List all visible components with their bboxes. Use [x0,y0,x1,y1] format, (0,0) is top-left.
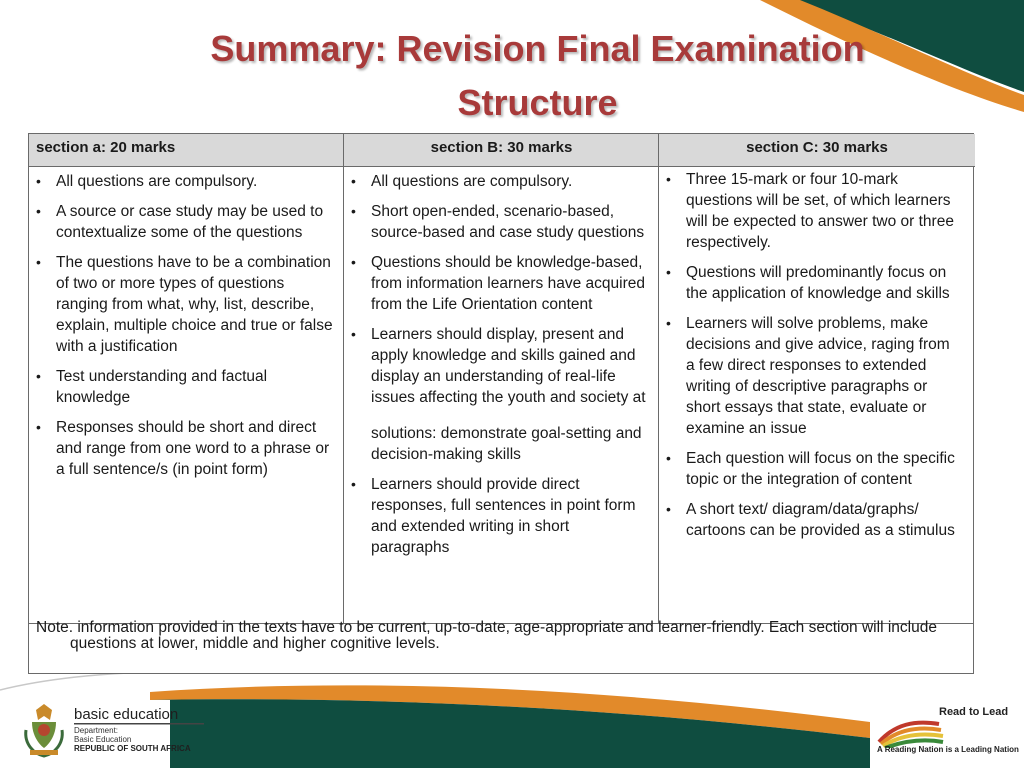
country-name: REPUBLIC OF SOUTH AFRICA [74,744,191,753]
open-book-icon [875,704,945,748]
header-section-b: section B: 30 marks [344,134,659,167]
read-to-lead-logo [875,700,1019,760]
title-line-2: Structure [457,82,618,123]
list-item: • Short open-ended, scenario-based, source-based and case study questions [344,201,648,243]
header-section-a: section a: 20 marks [29,134,344,167]
read-to-lead-title: Read to Lead [939,706,1009,718]
section-a-column [29,167,343,623]
section-b-column [344,167,658,623]
list-item: • Three 15-mark or four 10-mark questions will be set, of which learners will be expected to answer two or three respectively. [659,169,961,253]
dept-line-1: Department: [74,726,119,735]
list-item: • All questions are compulsory. [344,171,648,192]
list-item: • A source or case study may be used to contextualize some of the questions [29,201,333,243]
coat-of-arms-icon [22,700,66,758]
page-title [130,22,945,130]
list-item: • A short text/ diagram/data/graphs/ cartoons can be provided as a stimulus [659,499,961,541]
section-c-column [659,167,975,623]
list-item: • The questions have to be a combination of two or more types of questions ranging from what, why, list, describe, explain, multiple choice and true or false with a justification [29,252,333,357]
list-item: • Questions will predominantly focus on the application of knowledge and skills [659,262,961,304]
read-to-lead-tagline: A Reading Nation is a Leading Nation [877,745,1019,754]
dept-name: basic education [74,706,179,723]
dept-label [74,726,131,744]
list-item: • Responses should be short and direct and range from one word to a phrase or a full sentence/s (in point form) [29,417,333,480]
list-item: • Questions should be knowledge-based, from information learners have acquired from the Life Orientation content [344,252,648,315]
list-item: • Each question will focus on the specific topic or the integration of content [659,448,961,490]
exam-structure-table [28,133,974,674]
list-item: • Learners will solve problems, make decisions and give advice, raging from a few direct responses to extended writing of descriptive paragraphs or short essays that state, evaluate or examine an issue [659,313,961,439]
list-item: • All questions are compulsory. [29,171,333,192]
bottom-left-grey-curve [0,672,170,690]
dept-line-2: Basic Education [74,735,132,744]
list-item: • Test understanding and factual knowledge [29,366,333,408]
list-item-continuation: solutions: demonstrate goal-setting and decision-making skills [371,425,642,463]
header-section-c: section C: 30 marks [659,134,975,167]
list-item: • Learners should provide direct responses, full sentences in point form and extended writing in short paragraphs [344,474,648,558]
table-note: Note. information provided in the texts have to be current, up-to-date, age-appropriate and learner-friendly. Each section will include questions at lower, middle and higher cognitive levels. [36,619,937,652]
dbe-logo [22,700,242,760]
list-item: • Learners should display, present and apply knowledge and skills gained and display an understanding of real-life issues affecting the youth and society at [344,324,648,408]
title-line-1: Summary: Revision Final Examination [210,28,865,69]
